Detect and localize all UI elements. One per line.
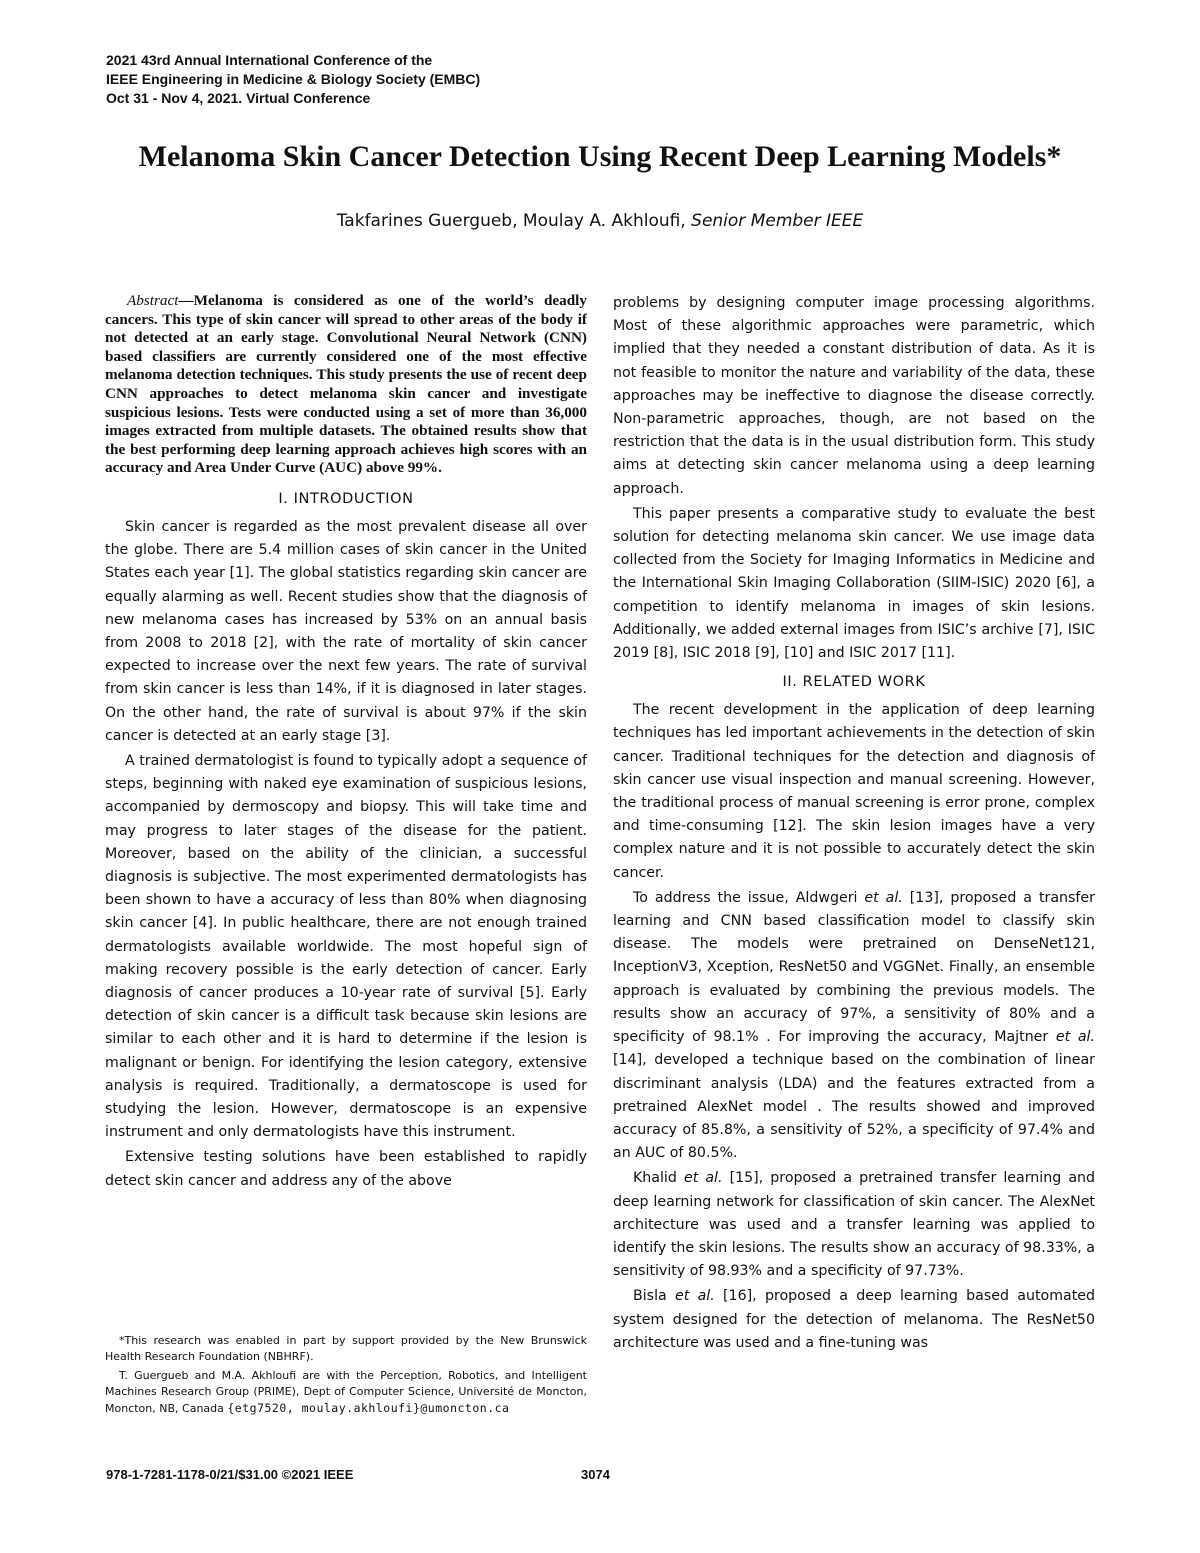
author-affiliation: Senior Member IEEE [691, 211, 864, 231]
et-al: et al. [1055, 1029, 1095, 1046]
intro-paragraph-4: This paper presents a comparative study to evaluate the best solution for detecting melanoma skin cancer. We use image data collected from the Society for Imaging Informatics in Medicine and the International Skin Imaging Collaboration (SIIM-ISIC) 2020 [6], a competition to identify melanoma in images of skin lesions. Additionally, we added external images from ISIC’s archive [7], ISIC 2019 [8], ISIC 2018 [9], [10] and ISIC 2017 [11]. [613, 505, 1095, 662]
conference-header [106, 51, 480, 108]
author-names: Takfarines Guergueb, Moulay A. Akhloufi, [336, 211, 692, 231]
conference-line-2: IEEE Engineering in Medicine & Biology Society (EMBC) [106, 71, 481, 87]
et-al: et al. [675, 1288, 715, 1305]
related-paragraph-2 [613, 887, 1095, 1165]
left-column [105, 292, 587, 1195]
related-p2-part-b: [13], proposed a transfer learning and CNN based classification model to classify skin disease. The models were pretrained on DenseNet121, InceptionV3, Xception, ResNet50 and VGGNet. Finally, an ensemble approach is evaluated by combining the previous models. The results show an accuracy of 97%, a sensitivity of 80% and a specificity of 98.1% . For improving the accuracy, Majtner [613, 889, 1095, 1046]
section-heading-introduction: I. INTRODUCTION [278, 490, 414, 507]
abstract-text: —Melanoma is considered as one of the world’s deadly cancers. This type of skin cancer will spread to other areas of the body if not detected at an early stage. Convolutional Neural Network (CNN) based classifiers are currently considered one of the most effective melanoma detection techniques. This study presents the use of recent deep CNN approaches to detect melanoma skin cancer and investigate suspicious lesions. Tests were conducted using a set of more than 36,000 images extracted from multiple datasets. The obtained results show that the best performing deep learning approach achieves high scores with an accuracy and Area Under Curve (AUC) above 99%. [105, 292, 587, 477]
related-p2-part-c: [14], developed a technique based on the combination of linear discriminant analysis (LDA) and the features extracted from a pretrained AlexNet model . The results showed and improved accuracy of 85.8%, a sensitivity of 52%, a specificity of 97.4% and an AUC of 80.5%. [613, 1052, 1095, 1162]
related-p3-part-a: Khalid [633, 1170, 684, 1187]
conference-line-1: 2021 43rd Annual International Conference of the [106, 52, 433, 68]
author-line [0, 209, 1200, 233]
related-paragraph-1: The recent development in the application of deep learning techniques has led important achievements in the detection of skin cancer. Traditional techniques for the detection and diagnosis of skin cancer use visual inspection and manual screening. However, the traditional process of manual screening is error prone, complex and time-consuming [12]. The skin lesion images have a very complex nature and it is not possible to accurately detect the skin cancer. [613, 702, 1095, 881]
paper-title: Melanoma Skin Cancer Detection Using Recent Deep Learning Models* [138, 140, 1062, 173]
related-p3-part-b: [15], proposed a pretrained transfer learning and deep learning network for classification of skin cancer. The AlexNet architecture was used and a transfer learning was applied to identify the skin lesions. The results show an accuracy of 98.33%, a sensitivity of 98.93% and a specificity of 97.73%. [613, 1170, 1096, 1280]
footer-page-number: 3074 [581, 1467, 610, 1482]
right-column [613, 292, 1095, 1357]
related-p4-part-b: [16], proposed a deep learning based automated system designed for the detection of melanoma. The ResNet50 architecture was used and a fine-tuning was [613, 1288, 1096, 1351]
intro-paragraph-3: Extensive testing solutions have been established to rapidly detect skin cancer and address any of the above [105, 1149, 587, 1189]
abstract [105, 292, 587, 478]
footnotes [105, 1333, 587, 1420]
related-paragraph-4 [613, 1285, 1095, 1355]
footnote-affiliation-text: T. Guergueb and M.A. Akhloufi are with the Perception, Robotics, and Intelligent Machines Research Group (PRIME), Dept of Computer Science, Université de Moncton, Moncton, NB, Canada [105, 1369, 587, 1415]
abstract-label: Abstract [127, 292, 179, 309]
related-paragraph-3 [613, 1167, 1095, 1283]
footnote-affiliation [105, 1368, 587, 1417]
footnote-email: {etg7520, moulay.akhloufi}@umoncton.ca [227, 1401, 510, 1415]
conference-line-3: Oct 31 - Nov 4, 2021. Virtual Conference [106, 90, 371, 106]
intro-paragraph-1: Skin cancer is regarded as the most prevalent disease all over the globe. There are 5.4 million cases of skin cancer in the United States each year [1]. The global statistics regarding skin cancer are equally alarming as well. Recent studies show that the diagnosis of new melanoma cases has increased by 53% on an annual basis from 2008 to 2018 [2], with the rate of mortality of skin cancer expected to increase over the next few years. The rate of survival from skin cancer is less than 14%, if it is diagnosed in later stages. On the other hand, the rate of survival is about 97% if the skin cancer is detected at an early stage [3]. [105, 518, 587, 744]
footer-isbn: 978-1-7281-1178-0/21/$31.00 ©2021 IEEE [106, 1467, 354, 1482]
et-al: et al. [683, 1170, 723, 1187]
footnote-funding: *This research was enabled in part by support provided by the New Brunswick Health Research Foundation (NBHRF). [105, 1334, 587, 1363]
intro-paragraph-2: A trained dermatologist is found to typically adopt a sequence of steps, beginning with naked eye examination of suspicious lesions, accompanied by dermoscopy and biopsy. This will take time and may progress to later stages of the disease for the patient. Moreover, based on the ability of the clinician, a successful diagnosis is subjective. The most experimented dermatologists has been shown to have a accuracy of less than 80% when diagnosing skin cancer [4]. In public healthcare, there are not enough trained dermatologists available worldwide. The most hopeful sign of making recovery possible is the early detection of cancer. Early diagnosis of cancer produces a 10-year rate of survival [5]. Early detection of skin cancer is a difficult task because skin lesions are similar to each other and it is hard to determine if the lesion is malignant or benign. For identifying the lesion category, extensive analysis is required. Traditionally, a dermatoscope is used for studying the lesion. However, dermatoscope is an expensive instrument and only dermatologists have this instrument. [105, 752, 587, 1141]
section-heading-related-work: II. RELATED WORK [782, 674, 926, 691]
related-p4-part-a: Bisla [633, 1288, 675, 1305]
related-p2-part-a: To address the issue, Aldwgeri [633, 889, 865, 906]
intro-paragraph-3-continued: problems by designing computer image processing algorithms. Most of these algorithmic approaches were parametric, which implied that they needed a constant distribution of data. As it is not feasible to monitor the nature and variability of the data, these approaches may be ineffective to diagnose the disease correctly. Non-parametric approaches, though, are not based on the restriction that the data is in the usual distribution form. This study aims at detecting skin cancer melanoma using a deep learning approach. [613, 295, 1095, 497]
et-al: et al. [864, 889, 903, 906]
